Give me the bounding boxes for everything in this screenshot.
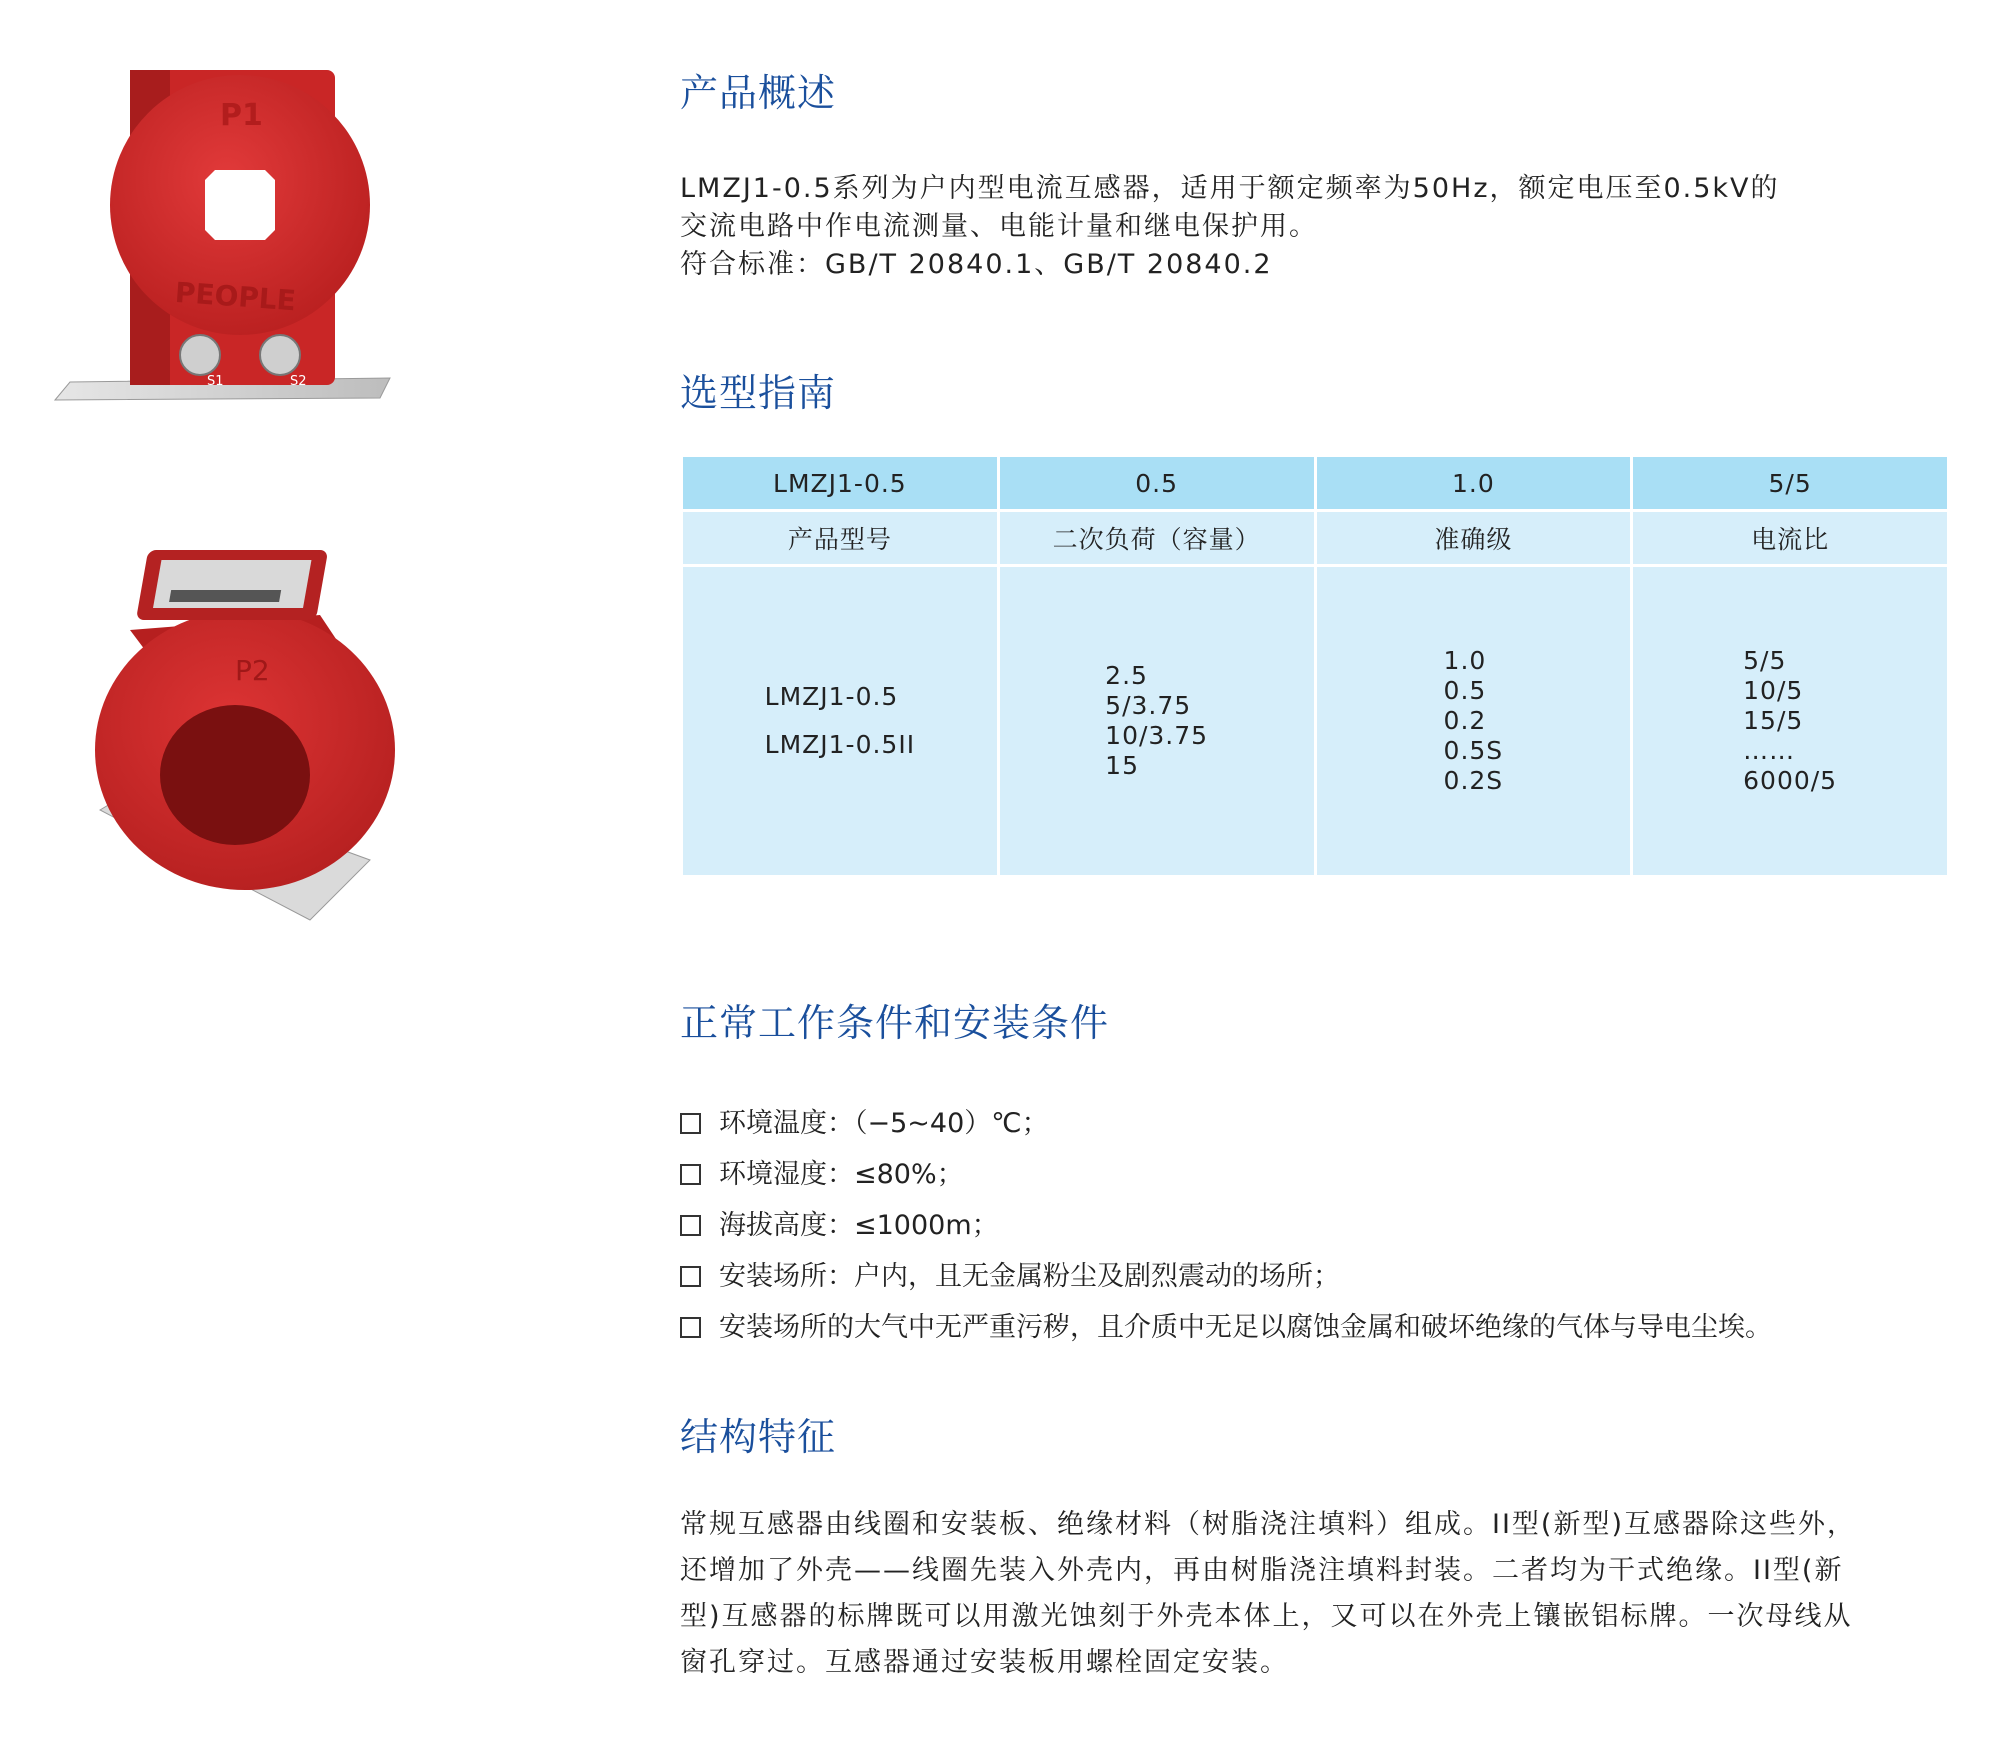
section-heading-conditions: 正常工作条件和安装条件 [680, 1001, 1110, 1045]
list-item [680, 1098, 1772, 1149]
checkbox-icon [680, 1317, 701, 1338]
accuracy-value: 0.5S [1443, 736, 1504, 765]
product-image-ring-ct [70, 540, 410, 940]
ring-label-p1: P1 [220, 98, 263, 133]
table-row [682, 456, 1949, 511]
checkbox-icon [680, 1113, 701, 1134]
structure-line: 型)互感器的标牌既可以用激光蚀刻于外壳本体上，又可以在外壳上镶嵌铝标牌。一次母线从 [680, 1601, 1853, 1632]
accuracy-value: 0.2 [1443, 706, 1487, 735]
list-item [680, 1149, 1772, 1200]
column-header: 准确级 [1315, 511, 1632, 566]
ratio-value: 15/5 [1743, 706, 1804, 735]
burden-value: 15 [1105, 751, 1139, 780]
list-item [680, 1302, 1772, 1353]
section-heading-structure: 结构特征 [680, 1415, 837, 1459]
burden-value: 10/3.75 [1105, 721, 1209, 750]
condition-text: 海拔高度：≤1000m； [719, 1210, 999, 1241]
structure-text [680, 1502, 1950, 1686]
table-cell: 0.5 [998, 456, 1315, 511]
overview-line: 交流电路中作电流测量、电能计量和继电保护用。 [680, 211, 1318, 242]
table-cell-ratios [1632, 566, 1949, 877]
checkbox-icon [680, 1164, 701, 1185]
accuracy-value: 1.0 [1443, 646, 1487, 675]
table-row [682, 566, 1949, 877]
ratio-value: 5/5 [1743, 646, 1787, 675]
overview-text [680, 170, 1950, 284]
model-value: LMZJ1-0.5II [764, 730, 916, 759]
accuracy-value: 0.5 [1443, 676, 1487, 705]
table-cell-burdens [998, 566, 1315, 877]
ratio-value: …… [1743, 736, 1796, 765]
checkbox-icon [680, 1266, 701, 1287]
condition-text: 安装场所：户内，且无金属粉尘及剧烈震动的场所； [719, 1261, 1340, 1292]
burden-value: 5/3.75 [1105, 691, 1192, 720]
model-value: LMZJ1-0.5 [764, 682, 899, 711]
product-images [0, 0, 560, 1000]
structure-line: 窗孔穿过。互感器通过安装板用螺栓固定安装。 [680, 1647, 1289, 1678]
terminal-label-s1: S1 [207, 374, 224, 389]
table-cell-accuracy [1315, 566, 1632, 877]
column-header: 二次负荷（容量） [998, 511, 1315, 566]
overview-line: 符合标准：GB/T 20840.1、GB/T 20840.2 [680, 249, 1273, 280]
burden-value: 2.5 [1105, 661, 1148, 690]
terminal-label-s2: S2 [290, 374, 307, 389]
table-cell: 5/5 [1632, 456, 1949, 511]
structure-line: 常规互感器由线圈和安装板、绝缘材料（树脂浇注填料）组成。II型(新型)互感器除这些外， [680, 1509, 1856, 1540]
overview-line: LMZJ1-0.5系列为户内型电流互感器，适用于额定频率为50Hz，额定电压至0.5kV的 [680, 173, 1780, 204]
accuracy-value: 0.2S [1443, 766, 1504, 795]
list-item [680, 1251, 1772, 1302]
structure-line: 还增加了外壳——线圈先装入外壳内，再由树脂浇注填料封装。二者均为干式绝缘。II型(新 [680, 1555, 1844, 1586]
table-cell: LMZJ1-0.5 [682, 456, 999, 511]
condition-text: 环境湿度：≤80%； [719, 1159, 964, 1190]
column-header: 产品型号 [682, 511, 999, 566]
conditions-list [680, 1098, 1772, 1353]
section-heading-overview: 产品概述 [680, 71, 837, 115]
section-heading-selection: 选型指南 [680, 371, 837, 415]
table-row [682, 511, 1949, 566]
product-image-upright-ct [50, 60, 400, 410]
table-cell-models [682, 566, 999, 877]
ratio-value: 10/5 [1743, 676, 1804, 705]
column-header: 电流比 [1632, 511, 1949, 566]
list-item [680, 1200, 1772, 1251]
checkbox-icon [680, 1215, 701, 1236]
body-label-people: PEOPLE [173, 275, 297, 318]
table-cell: 1.0 [1315, 456, 1632, 511]
ring-label-p2: P2 [235, 654, 270, 687]
selection-table [680, 454, 1950, 878]
ratio-value: 6000/5 [1743, 766, 1838, 795]
condition-text: 环境温度：（−5~40）℃； [719, 1108, 1049, 1139]
condition-text: 安装场所的大气中无严重污秽，且介质中无足以腐蚀金属和破坏绝缘的气体与导电尘埃。 [719, 1312, 1772, 1343]
